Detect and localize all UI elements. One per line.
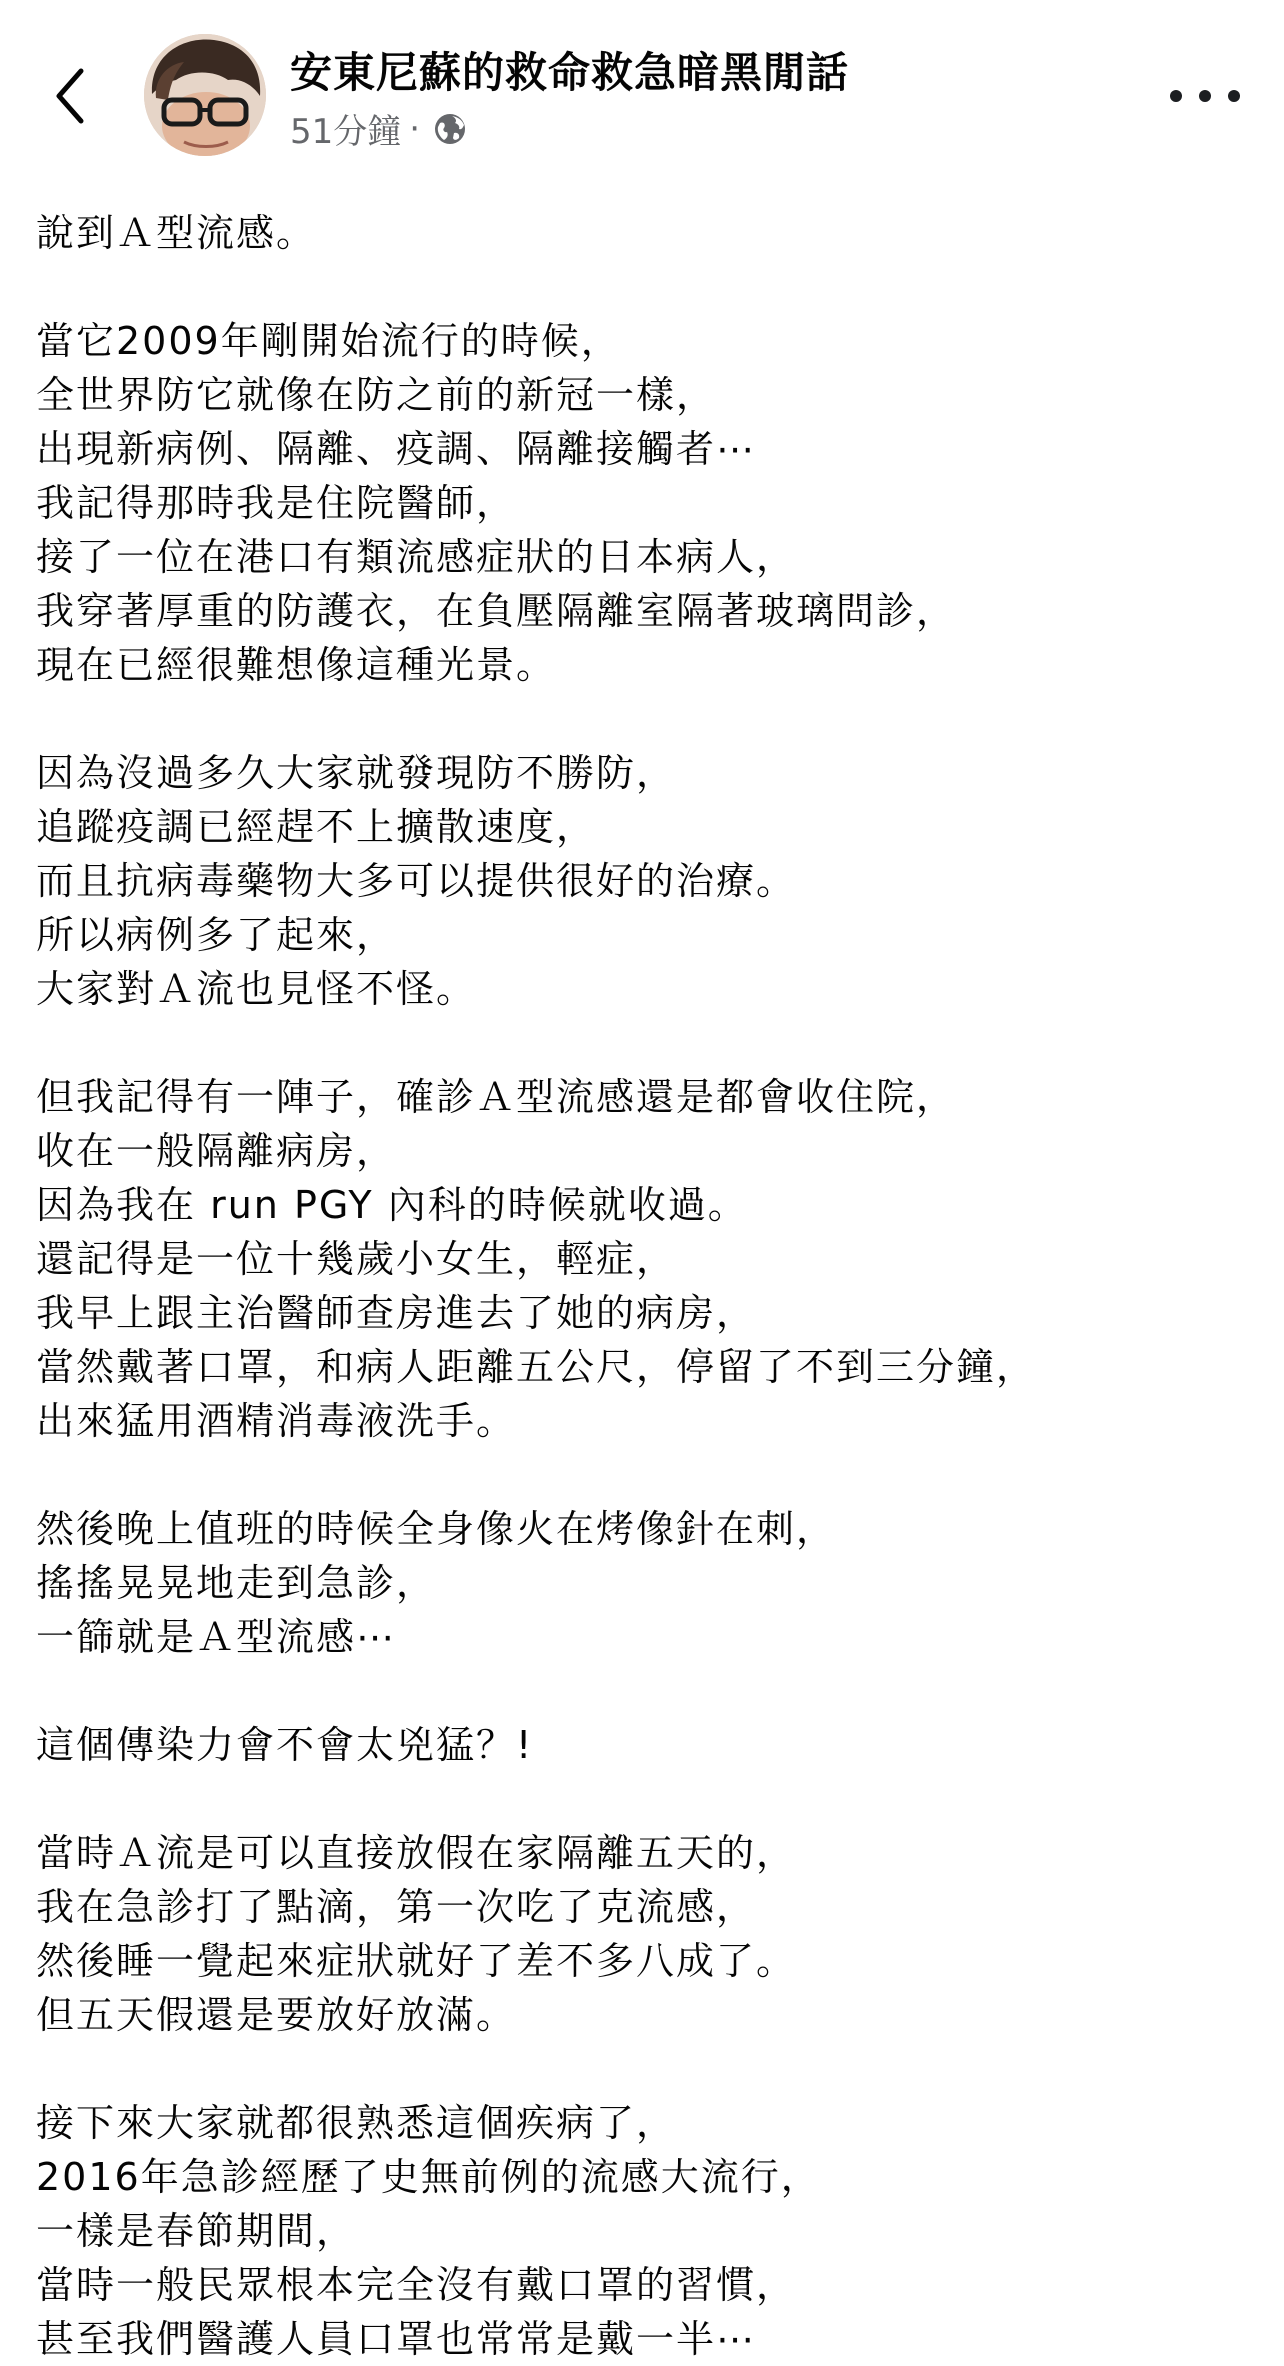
globe-icon[interactable] bbox=[432, 111, 468, 147]
post-line: 現在已經很難想像這種光景。 bbox=[36, 643, 557, 687]
post-body bbox=[36, 206, 1256, 2366]
post-line: 2016年急診經歷了史無前例的流感大流行， bbox=[36, 2155, 821, 2199]
post-paragraph bbox=[36, 746, 1256, 1016]
post-line: 收在一般隔離病房， bbox=[36, 1129, 397, 1173]
post-line: 當時一般民眾根本完全沒有戴口罩的習慣， bbox=[36, 2263, 797, 2307]
post-paragraph bbox=[36, 1826, 1256, 2042]
paragraph-gap bbox=[36, 1448, 1256, 1502]
post-line: 搖搖晃晃地走到急診， bbox=[36, 1561, 437, 1605]
more-dot bbox=[1199, 90, 1211, 102]
post-paragraph bbox=[36, 1502, 1256, 1664]
paragraph-gap bbox=[36, 260, 1256, 314]
post-line: 然後晚上值班的時候全身像火在烤像針在刺， bbox=[36, 1507, 837, 1551]
post-line: 但五天假還是要放好放滿。 bbox=[36, 1993, 517, 2037]
more-options-button[interactable] bbox=[1170, 76, 1240, 116]
chevron-left-icon bbox=[55, 68, 85, 124]
post-line: 還記得是一位十幾歲小女生，輕症， bbox=[36, 1237, 677, 1281]
post-line: 我穿著厚重的防護衣，在負壓隔離室隔著玻璃問診， bbox=[36, 589, 957, 633]
paragraph-gap bbox=[36, 1016, 1256, 1070]
avatar-image bbox=[144, 34, 266, 156]
more-dot bbox=[1170, 90, 1182, 102]
post-paragraph bbox=[36, 2096, 1256, 2366]
post-line: 我記得那時我是住院醫師， bbox=[36, 481, 517, 525]
post-line: 因為我在 run PGY 內科的時候就收過。 bbox=[36, 1183, 748, 1227]
post-line: 一樣是春節期間， bbox=[36, 2209, 357, 2253]
post-line: 接下來大家就都很熟悉這個疾病了， bbox=[36, 2101, 677, 2145]
post-line: 當它2009年剛開始流行的時候， bbox=[36, 319, 621, 363]
post-paragraph bbox=[36, 206, 1256, 260]
post-line: 然後睡一覺起來症狀就好了差不多八成了。 bbox=[36, 1939, 797, 1983]
post-line: 因為沒過多久大家就發現防不勝防， bbox=[36, 751, 677, 795]
post-line: 全世界防它就像在防之前的新冠一樣， bbox=[36, 373, 717, 417]
back-button[interactable] bbox=[40, 56, 100, 136]
paragraph-gap bbox=[36, 1772, 1256, 1826]
post-timestamp[interactable]: 51分鐘 bbox=[290, 112, 402, 152]
avatar[interactable] bbox=[144, 34, 266, 156]
more-dot bbox=[1228, 90, 1240, 102]
post-paragraph bbox=[36, 1070, 1256, 1448]
post-line: 說到Ａ型流感。 bbox=[36, 211, 317, 255]
post-line: 出來猛用酒精消毒液洗手。 bbox=[36, 1399, 517, 1443]
paragraph-gap bbox=[36, 1664, 1256, 1718]
post-line: 當時Ａ流是可以直接放假在家隔離五天的， bbox=[36, 1831, 797, 1875]
post-meta bbox=[290, 104, 468, 153]
post-line: 一篩就是Ａ型流感⋯ bbox=[36, 1615, 397, 1659]
paragraph-gap bbox=[36, 692, 1256, 746]
post-line: 我在急診打了點滴，第一次吃了克流感， bbox=[36, 1885, 757, 1929]
post-line: 追蹤疫調已經趕不上擴散速度， bbox=[36, 805, 597, 849]
post-line: 大家對Ａ流也見怪不怪。 bbox=[36, 967, 477, 1011]
post-line: 我早上跟主治醫師查房進去了她的病房， bbox=[36, 1291, 757, 1335]
post-paragraph bbox=[36, 314, 1256, 692]
post-header bbox=[0, 0, 1284, 168]
post-line: 所以病例多了起來， bbox=[36, 913, 397, 957]
post-line: 但我記得有一陣子，確診Ａ型流感還是都會收住院， bbox=[36, 1075, 957, 1119]
post-line: 甚至我們醫護人員口罩也常常是戴一半⋯ bbox=[36, 2317, 757, 2361]
page-title[interactable]: 安東尼蘇的救命救急暗黑閒話 bbox=[290, 48, 850, 97]
post-paragraph bbox=[36, 1718, 1256, 1772]
post-line: 這個傳染力會不會太兇猛？! bbox=[36, 1723, 534, 1767]
meta-separator: · bbox=[409, 108, 421, 149]
post-line: 而且抗病毒藥物大多可以提供很好的治療。 bbox=[36, 859, 797, 903]
paragraph-gap bbox=[36, 2042, 1256, 2096]
post-line: 接了一位在港口有類流感症狀的日本病人， bbox=[36, 535, 797, 579]
post-line: 出現新病例、隔離、疫調、隔離接觸者⋯ bbox=[36, 427, 757, 471]
post-line: 當然戴著口罩，和病人距離五公尺，停留了不到三分鐘， bbox=[36, 1345, 1037, 1389]
